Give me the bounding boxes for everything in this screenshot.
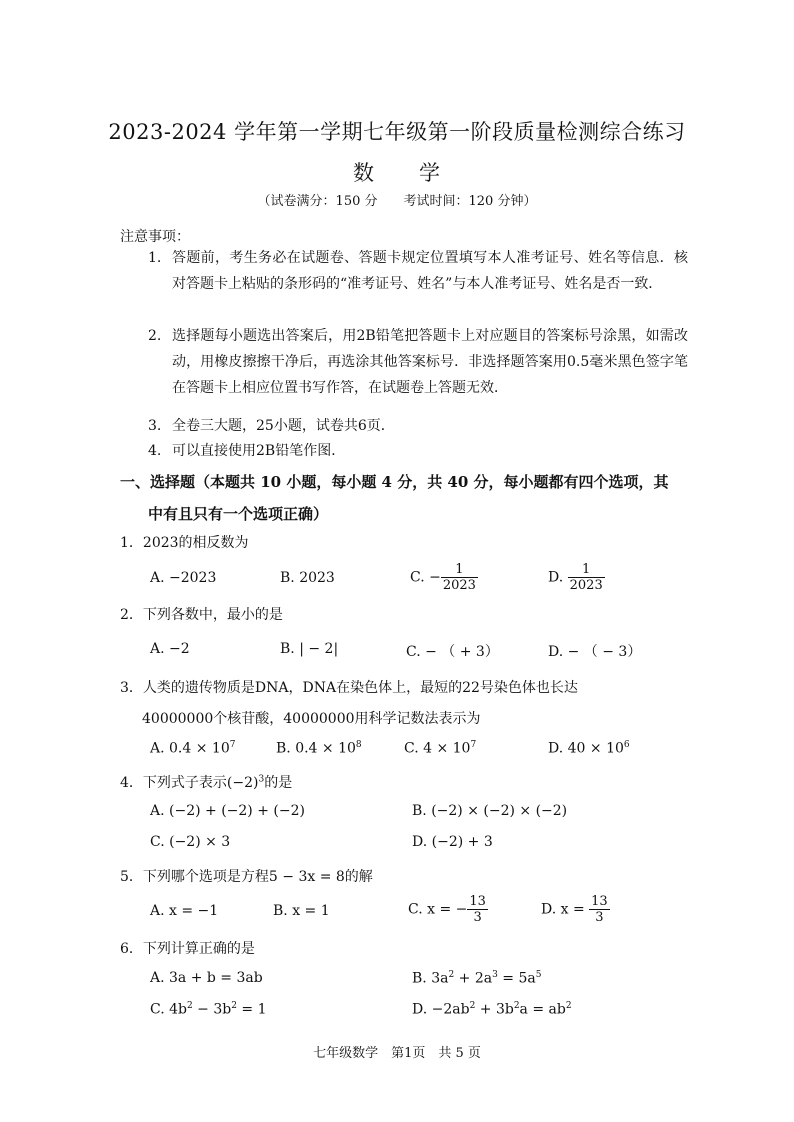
numerator: 13 — [469, 894, 486, 909]
note-text: 可以直接使用2B铅笔作图． — [172, 443, 346, 459]
q4-stem-post: 的是 — [264, 775, 293, 791]
exponent: 3 — [492, 970, 498, 980]
question-1-stem: 1．2023的相反数为 — [120, 535, 249, 551]
q5-c-prefix: C. x = − — [408, 901, 468, 918]
denominator: 3 — [589, 909, 610, 925]
q1-option-c — [410, 562, 478, 593]
numerator: 13 — [591, 894, 608, 909]
question-4-stem — [120, 772, 292, 792]
q6-option-c — [150, 1001, 267, 1018]
q6-option-a: A. 3a + b = 3ab — [150, 970, 263, 986]
note-text: 选择题每小题选出答案后，用2B铅笔把答题卡上对应题目的答案标号涂黑，如需改动，用橡皮擦擦干净后，再选涂其他答案标号．非选择题答案用0.5毫米黑色签字笔在答题卡上相应位置书写作答，在试题卷上答题无效． — [172, 328, 688, 396]
q6-b-part: = 5a — [497, 970, 536, 987]
q1-c-prefix: C. − — [410, 569, 441, 586]
note-number: 4. — [148, 443, 162, 459]
note-text: 全卷三大题，25小题，试卷共6页． — [172, 418, 395, 434]
q6-b-part: B. 3a — [412, 970, 449, 987]
q3-b-exponent: 8 — [355, 740, 362, 750]
question-2-stem: 2．下列各数中，最小的是 — [120, 607, 283, 623]
q2-option-a: A. −2 — [150, 641, 190, 657]
q3-option-c — [404, 740, 476, 757]
note-item — [148, 323, 688, 401]
exponent: 2 — [513, 1001, 520, 1011]
q6-option-b — [412, 970, 541, 987]
q2-option-c: C. − （ + 3） — [406, 644, 499, 660]
section-heading — [120, 466, 680, 530]
q5-option-c — [408, 894, 488, 925]
q6-c-part: = 1 — [236, 1001, 267, 1018]
page-footer: 七年级数学 第1页 共 5 页 — [313, 1046, 481, 1061]
exponent: 2 — [469, 1001, 476, 1011]
q6-c-part: − 3b — [192, 1001, 232, 1018]
q5-option-b: B. x = 1 — [273, 903, 330, 919]
denominator: 3 — [467, 909, 488, 925]
q1-option-a: A. −2023 — [150, 570, 217, 586]
q3-c-exponent: 7 — [470, 740, 477, 750]
q3-option-b — [276, 740, 362, 757]
exam-meta: （试卷满分：150 分 考试时间：120 分钟） — [257, 194, 537, 209]
numerator: 1 — [582, 562, 591, 577]
note-item — [148, 413, 688, 439]
q6-d-part: a = ab — [519, 1001, 566, 1018]
exponent: 2 — [186, 1001, 193, 1011]
q1-d-prefix: D. — [548, 569, 568, 586]
q3-c-base: C. 4 × 10 — [404, 740, 471, 757]
q5-c-fraction — [467, 894, 488, 925]
q6-b-part: + 2a — [454, 970, 493, 987]
question-5-stem: 5．下列哪个选项是方程5 − 3x = 8的解 — [120, 869, 373, 885]
q4-option-b: B. (−2) × (−2) × (−2) — [412, 803, 568, 819]
q3-a-exponent: 7 — [229, 740, 236, 750]
q1-option-d — [548, 562, 605, 593]
q4-stem-exponent: 3 — [258, 774, 265, 785]
q3-d-exponent: 6 — [623, 740, 630, 750]
section-line-1: 一、选择题（本题共 10 小题，每小题 4 分，共 40 分，每小题都有四个选项，其 — [120, 473, 669, 491]
exponent: 2 — [231, 1001, 237, 1011]
exam-title: 2023-2024 学年第一学期七年级第一阶段质量检测综合练习 — [108, 120, 686, 144]
q3-d-base: D. 40 × 10 — [548, 740, 624, 757]
q5-option-a: A. x = −1 — [150, 903, 219, 919]
subject-heading: 数 学 — [353, 161, 441, 185]
question-6-stem: 6．下列计算正确的是 — [120, 941, 255, 957]
question-3-stem-line-1: 3．人类的遗传物质是DNA，DNA在染色体上，最短的22号染色体也长达 — [120, 680, 578, 696]
q5-d-prefix: D. x = — [541, 901, 590, 918]
exponent: 2 — [565, 1001, 572, 1011]
q6-c-part: C. 4b — [150, 1001, 187, 1018]
q3-option-d — [548, 740, 630, 757]
question-3-stem-line-2: 40000000个核苷酸，40000000用科学记数法表示为 — [142, 711, 481, 727]
q3-b-base: B. 0.4 × 10 — [276, 740, 356, 757]
note-text: 答题前，考生务必在试题卷、答题卡规定位置填写本人准考证号、姓名等信息．核对答题卡上粘贴的条形码的“准考证号、姓名”与本人准考证号、姓名是否一致． — [172, 250, 688, 292]
q1-d-fraction — [568, 562, 605, 593]
denominator: 2023 — [569, 578, 603, 593]
q4-option-a: A. (−2) + (−2) + (−2) — [150, 803, 305, 819]
exponent: 2 — [448, 970, 455, 980]
q2-option-d: D. − （ − 3） — [548, 644, 642, 660]
numerator: 1 — [455, 562, 464, 577]
q3-option-a — [150, 740, 235, 757]
note-number: 2. — [148, 328, 162, 344]
note-number: 3. — [148, 418, 162, 434]
note-number: 1. — [148, 250, 162, 266]
section-line-2: 中有且只有一个选项正确） — [148, 505, 329, 523]
denominator: 2023 — [442, 578, 476, 593]
q6-option-d — [412, 1001, 572, 1018]
note-item — [148, 438, 688, 464]
q1-option-b: B. 2023 — [280, 570, 335, 586]
q1-c-fraction — [441, 562, 478, 593]
q4-option-c: C. (−2) × 3 — [150, 834, 231, 850]
note-item — [148, 245, 688, 297]
q3-a-base: A. 0.4 × 10 — [150, 740, 230, 757]
q4-option-d: D. (−2) + 3 — [412, 834, 493, 850]
q5-option-d — [541, 894, 610, 925]
q2-option-b: B. | − 2| — [280, 641, 339, 657]
notes-heading: 注意事项： — [120, 229, 190, 245]
q5-d-fraction — [589, 894, 610, 925]
q6-d-part: D. −2ab — [412, 1001, 470, 1018]
q4-stem-pre: 4．下列式子表示(−2) — [120, 775, 259, 791]
exponent: 5 — [535, 970, 542, 980]
q6-d-part: + 3b — [475, 1001, 514, 1018]
